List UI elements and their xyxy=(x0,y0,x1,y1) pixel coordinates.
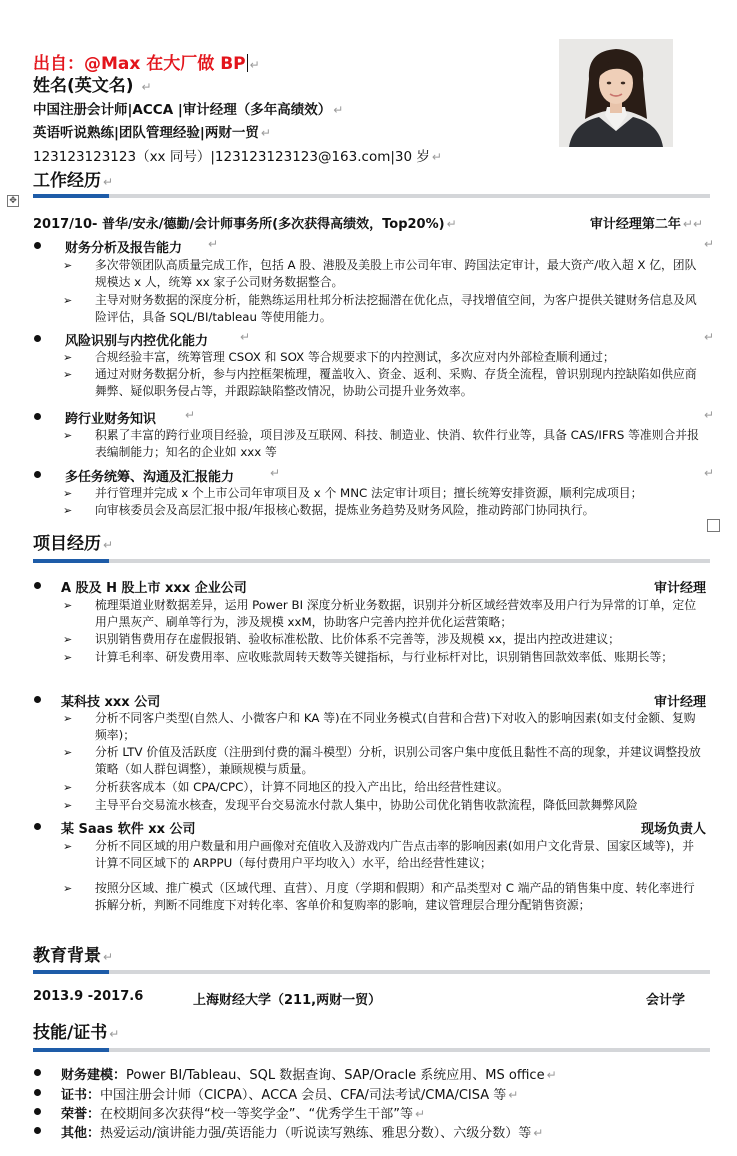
list-item: ➢ 分析不同客户类型(自然人、小微客户和 KA 等)在不同业务模式(自营和合营)下对收入的影响因素(如支付金额、复购频率)； xyxy=(63,711,696,742)
section-rule-work xyxy=(33,194,710,198)
arrow-bullet-icon: ➢ xyxy=(63,781,73,794)
bullet-icon xyxy=(34,242,41,249)
list-item: ➢ 积累了丰富的跨行业项目经验，项目涉及互联网、科技、制造业、快消、软件行业等，具备 CAS/IFRS 等准则合并报表编制能力；知名的企业如 xxx 等 xyxy=(63,428,699,459)
list-item: ➢ 合规经验丰富，统筹管理 CSOX 和 SOX 等合规要求下的内控测试，多次应对内外部检查顺利通过； xyxy=(63,350,615,364)
list-item: ➢ 计算毛利率、研发费用率、应收账款周转天数等关键指标，与行业标杆对比，识别销售回款效率低、账期长等； xyxy=(63,650,674,664)
arrow-bullet-icon: ➢ xyxy=(63,487,73,500)
bullet-icon xyxy=(34,1069,41,1076)
bullet-icon xyxy=(34,1127,41,1134)
list-item: ➢ 向审核委员会及高层汇报中报/年报核心数据，提炼业务趋势及财务风险，推动跨部门协同执行。 xyxy=(63,503,595,517)
bullet-icon xyxy=(34,1089,41,1096)
arrow-bullet-icon: ➢ xyxy=(63,746,73,759)
education-dates: 2013.9 -2017.6 xyxy=(33,989,144,1004)
arrow-bullet-icon: ➢ xyxy=(63,599,73,612)
work-header-row: 2017/10- 普华/安永/德勤/会计师事务所(多次获得高绩效，Top20%) ↵ 审计经理第二年 ↵↵ xyxy=(33,217,703,232)
section-title-work: 工作经历 ↵ xyxy=(33,171,114,191)
candidate-highlights: 英语听说熟练|团队管理经验|两财一贸 ↵ xyxy=(33,125,271,141)
arrow-bullet-icon: ➢ xyxy=(63,429,73,442)
bullet-icon xyxy=(34,1108,41,1115)
arrow-bullet-icon: ➢ xyxy=(63,351,73,364)
bullet-icon xyxy=(34,413,41,420)
list-item: ➢ 主导平台交易流水核查，发现平台交易流水付款人集中，协助公司优化销售收款流程，降低回款舞弊风险 xyxy=(63,798,638,812)
section-title-education: 教育背景 ↵ xyxy=(33,946,114,966)
list-item: ➢ 识别销售费用存在虚假报销、验收标准松散、比价体系不完善等，涉及规模 xx，提出内控改进建议； xyxy=(63,632,620,646)
list-item: ➢ 分析获客成本（如 CPA/CPC），计算不同地区的投入产出比，给出经营性建议。 xyxy=(63,780,509,794)
arrow-bullet-icon: ➢ xyxy=(63,651,73,664)
arrow-bullet-icon: ➢ xyxy=(63,294,73,307)
list-item: ➢ 主导对财务数据的深度分析，能熟练运用杜邦分析法挖掘潜在优化点，寻找增值空间，为客户提供关键财务信息及风险评估，具备 SQL/BI/tableau 等使用能力。 xyxy=(63,293,697,324)
section-title-skills: 技能/证书 ↵ xyxy=(33,1023,120,1043)
contact-info: 123123123123（xx 同号）|123123123123@163.com|30 岁 ↵ xyxy=(33,149,442,165)
list-item: ➢ 多次带领团队高质量完成工作，包括 A 股、港股及美股上市公司年审、跨国法定审计，最大资产/收入超 X 亿，团队规模达 x 人，统筹 xx 家子公司财务数据整合。 xyxy=(63,258,697,289)
education-school: 上海财经大学（211,两财一贸） xyxy=(193,993,382,1008)
education-row xyxy=(33,989,713,1009)
profile-photo xyxy=(559,39,673,147)
arrow-bullet-icon: ➢ xyxy=(63,368,73,381)
list-item: ➢ 分析 LTV 价值及活跃度（注册到付费的漏斗模型）分析，识别公司客户集中度低且黏性不高的现象，并建议调整投放策略（如人群包调整），兼顾规模与质量。 xyxy=(63,745,701,776)
list-item: ➢ 按照分区域、推广模式（区域代理、直营）、月度（学期和假期）和产品类型对 C 端产品的销售集中度、转化率进行拆解分析，判断不同维度下对转化率、客单价和复购率的影响，建议管理层合理分配销售资源； xyxy=(63,881,695,912)
list-item: ➢ 通过对财务数据分析，参与内控框架梳理，覆盖收入、资金、返利、采购、存货全流程，曾识别现内控缺陷如供应商舞弊、疑似职务侵占等，并跟踪缺陷整改情况，协助公司提升业务效率。 xyxy=(63,367,697,398)
bullet-icon xyxy=(34,335,41,342)
text-cursor-icon xyxy=(247,54,248,72)
section-rule-education xyxy=(33,970,710,974)
arrow-bullet-icon: ➢ xyxy=(63,259,73,272)
section-title-projects: 项目经历 ↵ xyxy=(33,534,114,554)
list-item: ➢ 并行管理并完成 x 个上市公司年审项目及 x 个 MNC 法定审计项目；擅长统筹安排资源，顺利完成项目； xyxy=(63,486,643,500)
table-cell-marker-icon[interactable] xyxy=(707,519,720,532)
bullet-icon xyxy=(34,582,41,589)
work-role: 审计经理第二年 xyxy=(589,217,681,232)
section-rule-projects xyxy=(33,559,710,563)
arrow-bullet-icon: ➢ xyxy=(63,504,73,517)
arrow-bullet-icon: ➢ xyxy=(63,882,73,895)
list-item: ➢ 分析不同区域的用户数量和用户画像对充值收入及游戏内广告点击率的影响因素(如用户文化背景、国家区域等)，并计算不同区域下的 ARPPU（每付费用户平均收入）水平，给出经营性建议； xyxy=(63,839,695,870)
bullet-icon xyxy=(34,696,41,703)
arrow-bullet-icon: ➢ xyxy=(63,799,73,812)
section-rule-skills xyxy=(33,1048,710,1052)
bullet-icon xyxy=(34,471,41,478)
education-major: 会计学 xyxy=(645,993,685,1008)
arrow-bullet-icon: ➢ xyxy=(63,712,73,725)
list-item: ➢ 梳理渠道业财数据差异，运用 Power BI 深度分析业务数据，识别并分析区域经营效率及用户行为异常的订单，定位用户黑灰产、刷单等行为，涉及规模 xxM，协助客户完善内控并优化运营策略； xyxy=(63,598,697,629)
work-date-company: 2017/10- 普华/安永/德勤/会计师事务所(多次获得高绩效，Top20%) xyxy=(33,217,445,232)
table-move-handle-icon[interactable]: ✥ xyxy=(7,195,19,207)
bullet-icon xyxy=(34,823,41,830)
arrow-bullet-icon: ➢ xyxy=(63,633,73,646)
candidate-name: 姓名(英文名) ↵ xyxy=(33,76,152,96)
candidate-title: 中国注册会计师|ACCA |审计经理（多年高绩效） ↵ xyxy=(33,102,344,118)
arrow-bullet-icon: ➢ xyxy=(63,840,73,853)
source-attribution: 出自：@Max 在大厂做 BP ↵ xyxy=(33,54,260,74)
